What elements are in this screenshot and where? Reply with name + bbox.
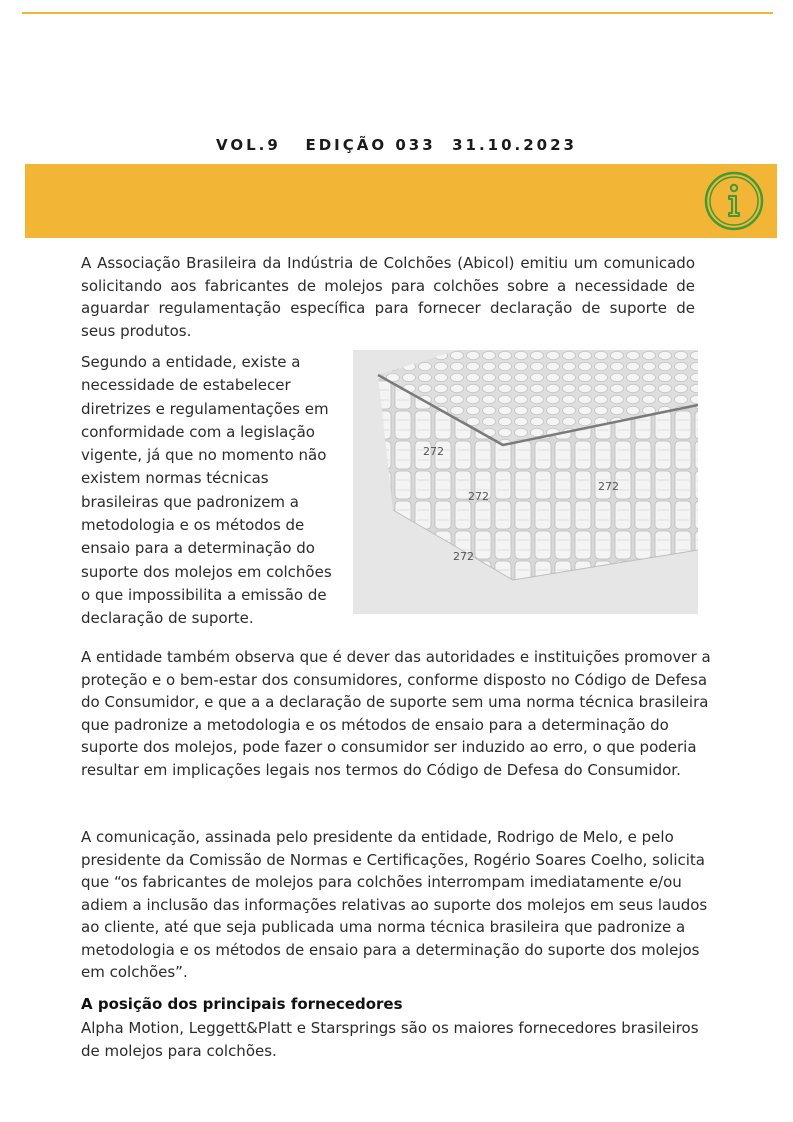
mattress-spring-photo (353, 350, 698, 614)
suppliers-paragraph: Alpha Motion, Leggett&Platt e Starsprings são os maiores fornecedores brasileiros de molejos para colchões. (81, 1019, 699, 1060)
consumer-paragraph: A entidade também observa que é dever das autoridades e instituições promover a proteção e o bem-estar dos consumidores, conforme disposto no Código de Defesa do Consumidor, e que a a declaração de suporte sem uma norma técnica brasileira que padronize a metodologia e os métodos de ensaio para a determinação do suporte dos molejos, pode fazer o consumidor ser induzido ao erro, o que poderia resultar em implicações legais nos termos do Código de Defesa do Consumidor. (81, 648, 711, 779)
spring-label: 272 (423, 445, 444, 458)
side-paragraph: Segundo a entidade, existe a necessidade de estabelecer diretrizes e regulamentações em conformidade com a legislação vigente, já que no momento não existem normas técnicas brasileiras que padronizem a metodologia e os métodos de ensaio para a determinação do suporte dos molejos em colchões o que impossibilita a emissão de declaração de suporte. (81, 353, 332, 628)
header-banner (25, 164, 777, 238)
spring-label: 272 (453, 550, 474, 563)
spring-label: 272 (598, 480, 619, 493)
section-subheading: A posição dos principais fornecedores (81, 995, 403, 1013)
info-icon (703, 170, 765, 232)
top-rule (22, 12, 773, 14)
spring-label: 272 (468, 490, 489, 503)
communication-paragraph: A comunicação, assinada pelo presidente da entidade, Rodrigo de Melo, e pelo presidente da Comissão de Normas e Certificações, Rogério Soares Coelho, solicita que “os fabricantes de molejos para colchões interrompam imediatamente e/ou adiem a inclusão das informações relativas ao suporte dos molejos em seus laudos ao cliente, até que seja publicada uma norma técnica brasileira que padronize a metodologia e os métodos de ensaio para a determinação do suporte dos molejos em colchões”. (81, 828, 708, 981)
intro-paragraph: A Associação Brasileira da Indústria de Colchões (Abicol) emitiu um comunicado solicitando aos fabricantes de molejos para colchões sobre a necessidade de aguardar regulamentação específica para fornecer declaração de suporte de seus produtos. (81, 254, 695, 340)
masthead: VOL.9 EDIÇÃO 033 31.10.2023 (216, 136, 577, 154)
